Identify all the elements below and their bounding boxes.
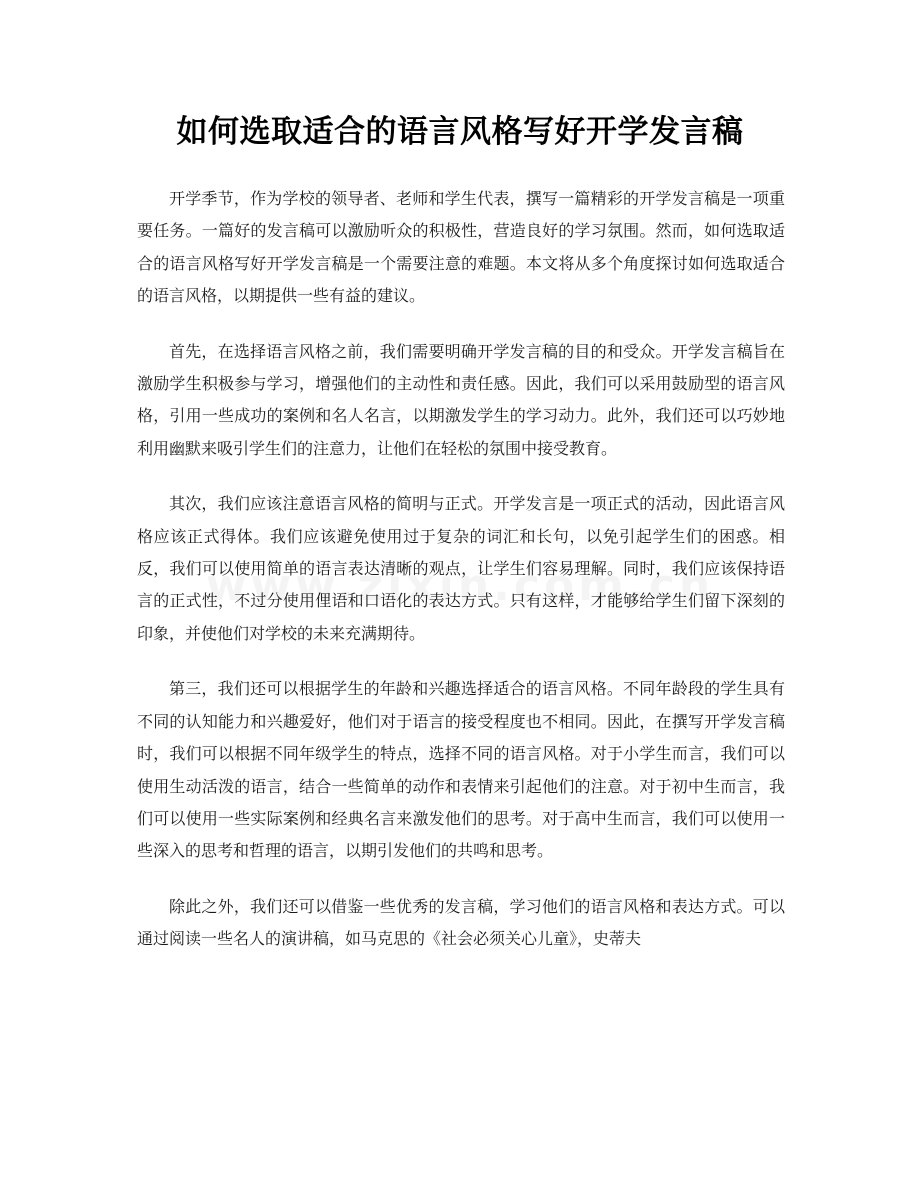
paragraph-4: 第三，我们还可以根据学生的年龄和兴趣选择适合的语言风格。不同年龄段的学生具有不同的认知能力和兴趣爱好，他们对于语言的接受程度也不相同。因此，在撰写开学发言稿时，我们可以根据不同年级学生的特点，选择不同的语言风格。对于小学生而言，我们可以使用生动活泼的语言，结合一些简单的动作和表情来引起他们的注意。对于初中生而言，我们可以使用一些实际案例和经典名言来激发他们的思考。对于高中生而言，我们可以使用一些深入的思考和哲理的语言，以期引发他们的共鸣和思考。 xyxy=(137,679,785,861)
paragraph-5: 除此之外，我们还可以借鉴一些优秀的发言稿，学习他们的语言风格和表达方式。可以通过阅读一些名人的演讲稿，如马克思的《社会必须关心儿童》，史蒂夫 xyxy=(137,896,785,949)
paragraph-2: 首先，在选择语言风格之前，我们需要明确开学发言稿的目的和受众。开学发言稿旨在激励学生积极参与学习，增强他们的主动性和责任感。因此，我们可以采用鼓励型的语言风格，引用一些成功的案例和名人名言，以期激发学生的学习动力。此外，我们还可以巧妙地利用幽默来吸引学生们的注意力，让他们在轻松的氛围中接受教育。 xyxy=(137,341,785,458)
paragraph-3: 其次，我们应该注意语言风格的简明与正式。开学发言是一项正式的活动，因此语言风格应该正式得体。我们应该避免使用过于复杂的词汇和长句，以免引起学生们的困惑。相反，我们可以使用简单的语言表达清晰的观点，让学生们容易理解。同时，我们应该保持语言的正式性，不过分使用俚语和口语化的表达方式。只有这样，才能够给学生们留下深刻的印象，并使他们对学校的未来充满期待。 xyxy=(137,494,785,643)
paragraph-1: 开学季节，作为学校的领导者、老师和学生代表，撰写一篇精彩的开学发言稿是一项重要任务。一篇好的发言稿可以激励听众的积极性，营造良好的学习氛围。然而，如何选取适合的语言风格写好开学发言稿是一个需要注意的难题。本文将从多个角度探讨如何选取适合的语言风格，以期提供一些有益的建议。 xyxy=(137,189,785,306)
document-title: 如何选取适合的语言风格写好开学发言稿 xyxy=(176,114,744,150)
document-body xyxy=(137,183,785,979)
